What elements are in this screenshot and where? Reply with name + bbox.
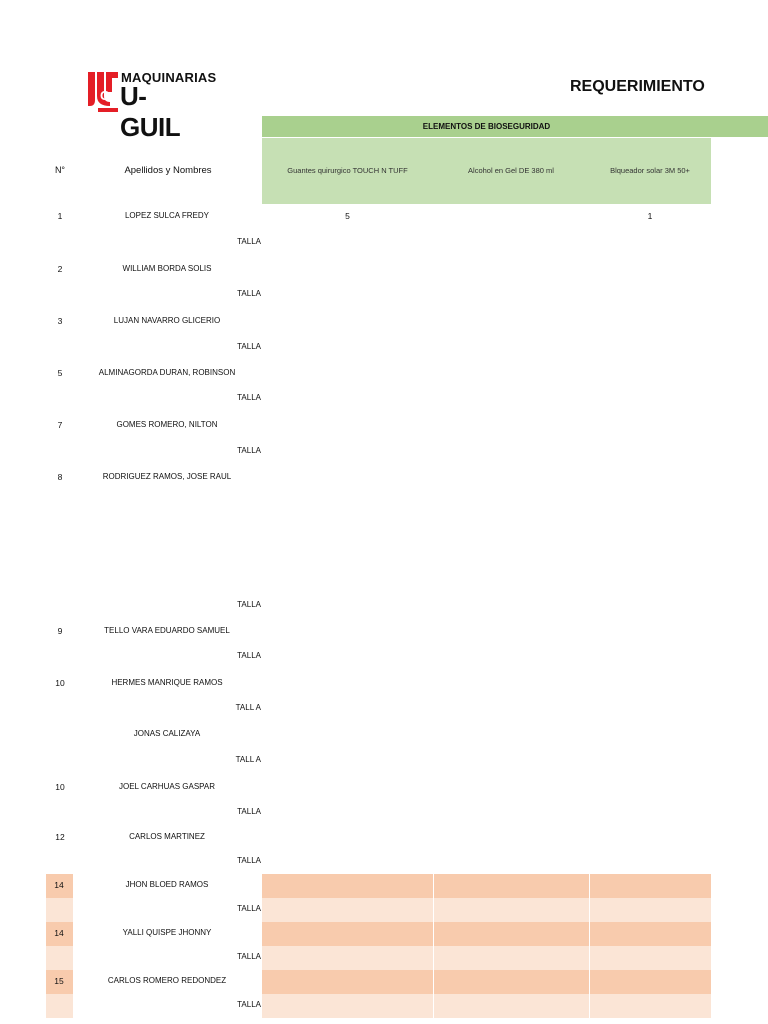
section-header-extension bbox=[711, 116, 768, 137]
column-header-name: Apellidos y Nombres bbox=[124, 165, 212, 176]
row-cell-gloves bbox=[262, 970, 434, 994]
column-header-number: N° bbox=[54, 165, 66, 175]
talla-number-highlight bbox=[46, 898, 73, 922]
talla-cell-alcohol bbox=[434, 898, 590, 922]
row-number: 12 bbox=[55, 832, 65, 842]
row-talla: TALLA bbox=[237, 393, 261, 402]
row-talla: TALLA bbox=[237, 289, 261, 298]
talla-number-highlight bbox=[46, 946, 73, 970]
column-header-alcohol: Alcohol en Gel DE 380 ml bbox=[468, 166, 554, 175]
row-number: 10 bbox=[55, 678, 65, 688]
row-name: TELLO VARA EDUARDO SAMUEL bbox=[104, 626, 230, 635]
row-number: 5 bbox=[57, 368, 63, 378]
row-talla: TALL A bbox=[235, 755, 261, 764]
logo-bottom-text: U-GUIL bbox=[120, 81, 181, 142]
talla-number-highlight bbox=[46, 994, 73, 1018]
row-cell-sunscreen bbox=[590, 970, 711, 994]
row-cell-sunscreen bbox=[590, 874, 711, 898]
row-number: 14 bbox=[54, 880, 64, 890]
row-qty-gloves: 5 bbox=[345, 211, 350, 221]
row-talla: TALL A bbox=[235, 703, 261, 712]
row-cell-alcohol bbox=[434, 874, 590, 898]
row-name: YALLI QUISPE JHONNY bbox=[122, 928, 212, 937]
row-number: 9 bbox=[57, 626, 63, 636]
row-name: JONAS CALIZAYA bbox=[133, 729, 201, 738]
row-name: HERMES MANRIQUE RAMOS bbox=[111, 678, 223, 687]
row-number: 2 bbox=[57, 264, 63, 274]
row-name: WILLIAM BORDA SOLIS bbox=[122, 264, 212, 273]
logo-top-text: MAQUINARIAS bbox=[121, 70, 217, 85]
ug-logo-mark-icon bbox=[86, 70, 122, 114]
talla-cell-gloves bbox=[262, 898, 434, 922]
row-cell-gloves bbox=[262, 922, 434, 946]
talla-cell-gloves bbox=[262, 994, 434, 1018]
row-name: ALMINAGORDA DURAN, ROBINSON bbox=[98, 368, 236, 377]
row-name: LUJAN NAVARRO GLICERIO bbox=[113, 316, 221, 325]
row-number: 8 bbox=[57, 472, 63, 482]
row-name: CARLOS MARTINEZ bbox=[129, 832, 205, 841]
talla-cell-alcohol bbox=[434, 994, 590, 1018]
row-name: RODRIGUEZ RAMOS, JOSE RAUL bbox=[102, 472, 232, 481]
row-talla: TALLA bbox=[237, 952, 261, 961]
document-title: REQUERIMIENTO bbox=[570, 78, 705, 95]
svg-text:G: G bbox=[100, 88, 111, 103]
column-header-sunscreen: Blqueador solar 3M 50+ bbox=[610, 166, 690, 175]
row-cell-alcohol bbox=[434, 970, 590, 994]
row-number: 7 bbox=[57, 420, 63, 430]
row-name: JOEL CARHUAS GASPAR bbox=[118, 782, 216, 791]
row-talla: TALLA bbox=[237, 904, 261, 913]
talla-cell-sunscreen bbox=[590, 994, 711, 1018]
company-logo bbox=[86, 70, 217, 142]
row-talla: TALLA bbox=[237, 600, 261, 609]
row-number: 1 bbox=[57, 211, 63, 221]
row-number: 14 bbox=[54, 928, 64, 938]
talla-cell-sunscreen bbox=[590, 946, 711, 970]
row-talla: TALLA bbox=[237, 237, 261, 246]
talla-cell-sunscreen bbox=[590, 898, 711, 922]
item-columns-header bbox=[262, 138, 711, 204]
row-name: LOPEZ SULCA FREDY bbox=[124, 211, 210, 220]
talla-cell-alcohol bbox=[434, 946, 590, 970]
column-header-gloves: Guantes quirurgico TOUCH N TUFF bbox=[287, 166, 408, 175]
talla-cell-gloves bbox=[262, 946, 434, 970]
row-cell-gloves bbox=[262, 874, 434, 898]
row-name: GOMES ROMERO, NILTON bbox=[116, 420, 218, 429]
row-number: 3 bbox=[57, 316, 63, 326]
row-number: 10 bbox=[55, 782, 65, 792]
row-qty-sunscreen: 1 bbox=[647, 211, 653, 221]
row-cell-alcohol bbox=[434, 922, 590, 946]
row-talla: TALLA bbox=[237, 342, 261, 351]
section-header: ELEMENTOS DE BIOSEGURIDAD bbox=[262, 116, 711, 137]
row-number: 15 bbox=[54, 976, 64, 986]
row-name: JHON BLOED RAMOS bbox=[125, 880, 209, 889]
row-name: CARLOS ROMERO REDONDEZ bbox=[107, 976, 227, 985]
row-talla: TALLA bbox=[237, 807, 261, 816]
row-talla: TALLA bbox=[237, 1000, 261, 1009]
row-cell-sunscreen bbox=[590, 922, 711, 946]
row-talla: TALLA bbox=[237, 856, 261, 865]
row-talla: TALLA bbox=[237, 651, 261, 660]
row-talla: TALLA bbox=[237, 446, 261, 455]
